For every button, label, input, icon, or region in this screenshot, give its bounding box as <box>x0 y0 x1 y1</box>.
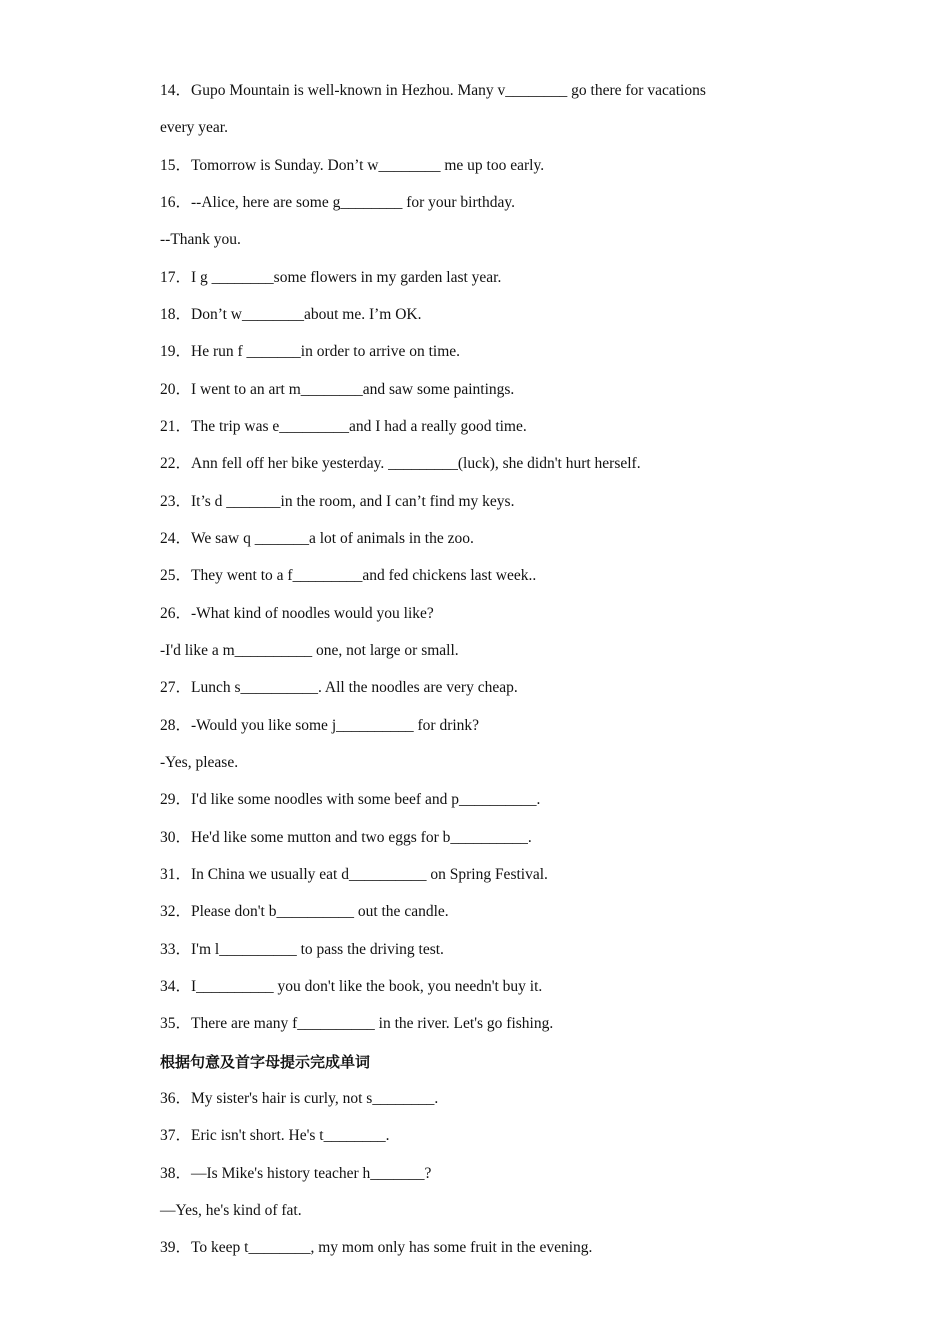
question-37: 37．Eric isn't short. He's t________. <box>160 1127 390 1144</box>
question-17: 17．I g ________some flowers in my garden last year. <box>160 269 502 286</box>
question-14-line-2: every year. <box>160 119 228 136</box>
question-24: 24．We saw q _______a lot of animals in the zoo. <box>160 530 474 547</box>
question-26: 26．-What kind of noodles would you like? <box>160 605 434 622</box>
question-22: 22．Ann fell off her bike yesterday. _________(luck), she didn't hurt herself. <box>160 455 641 472</box>
question-16-reply: --Thank you. <box>160 231 241 248</box>
question-26-reply: -I'd like a m__________ one, not large or small. <box>160 642 459 659</box>
question-36: 36．My sister's hair is curly, not s________. <box>160 1090 439 1107</box>
question-15: 15．Tomorrow is Sunday. Don’t w________ me up too early. <box>160 157 545 174</box>
question-30: 30．He'd like some mutton and two eggs for b__________. <box>160 829 532 846</box>
question-25: 25．They went to a f_________and fed chickens last week.. <box>160 567 537 584</box>
question-29: 29．I'd like some noodles with some beef and p__________. <box>160 791 541 808</box>
question-19: 19．He run f _______in order to arrive on time. <box>160 343 461 360</box>
question-39: 39．To keep t________, my mom only has some fruit in the evening. <box>160 1239 593 1256</box>
question-21: 21．The trip was e_________and I had a really good time. <box>160 418 527 435</box>
question-38: 38．—Is Mike's history teacher h_______? <box>160 1165 432 1182</box>
question-34: 34．I__________ you don't like the book, you needn't buy it. <box>160 978 543 995</box>
question-16: 16．--Alice, here are some g________ for your birthday. <box>160 194 515 211</box>
question-18: 18．Don’t w________about me. I’m OK. <box>160 306 422 323</box>
question-31: 31．In China we usually eat d__________ on Spring Festival. <box>160 866 548 883</box>
question-28-reply: -Yes, please. <box>160 754 239 771</box>
section-heading: 根据句意及首字母提示完成单词 <box>160 1053 371 1071</box>
question-23: 23．It’s d _______in the room, and I can’t find my keys. <box>160 493 515 510</box>
question-35: 35．There are many f__________ in the river. Let's go fishing. <box>160 1015 554 1032</box>
question-32: 32．Please don't b__________ out the candle. <box>160 903 449 920</box>
question-38-reply: —Yes, he's kind of fat. <box>160 1202 302 1219</box>
question-20: 20．I went to an art m________and saw some paintings. <box>160 381 515 398</box>
question-14-line-1: 14．Gupo Mountain is well-known in Hezhou. Many v________ go there for vacations <box>160 82 706 99</box>
question-33: 33．I'm l__________ to pass the driving test. <box>160 941 444 958</box>
question-27: 27．Lunch s__________. All the noodles are very cheap. <box>160 679 518 696</box>
question-28: 28．-Would you like some j__________ for drink? <box>160 717 480 734</box>
